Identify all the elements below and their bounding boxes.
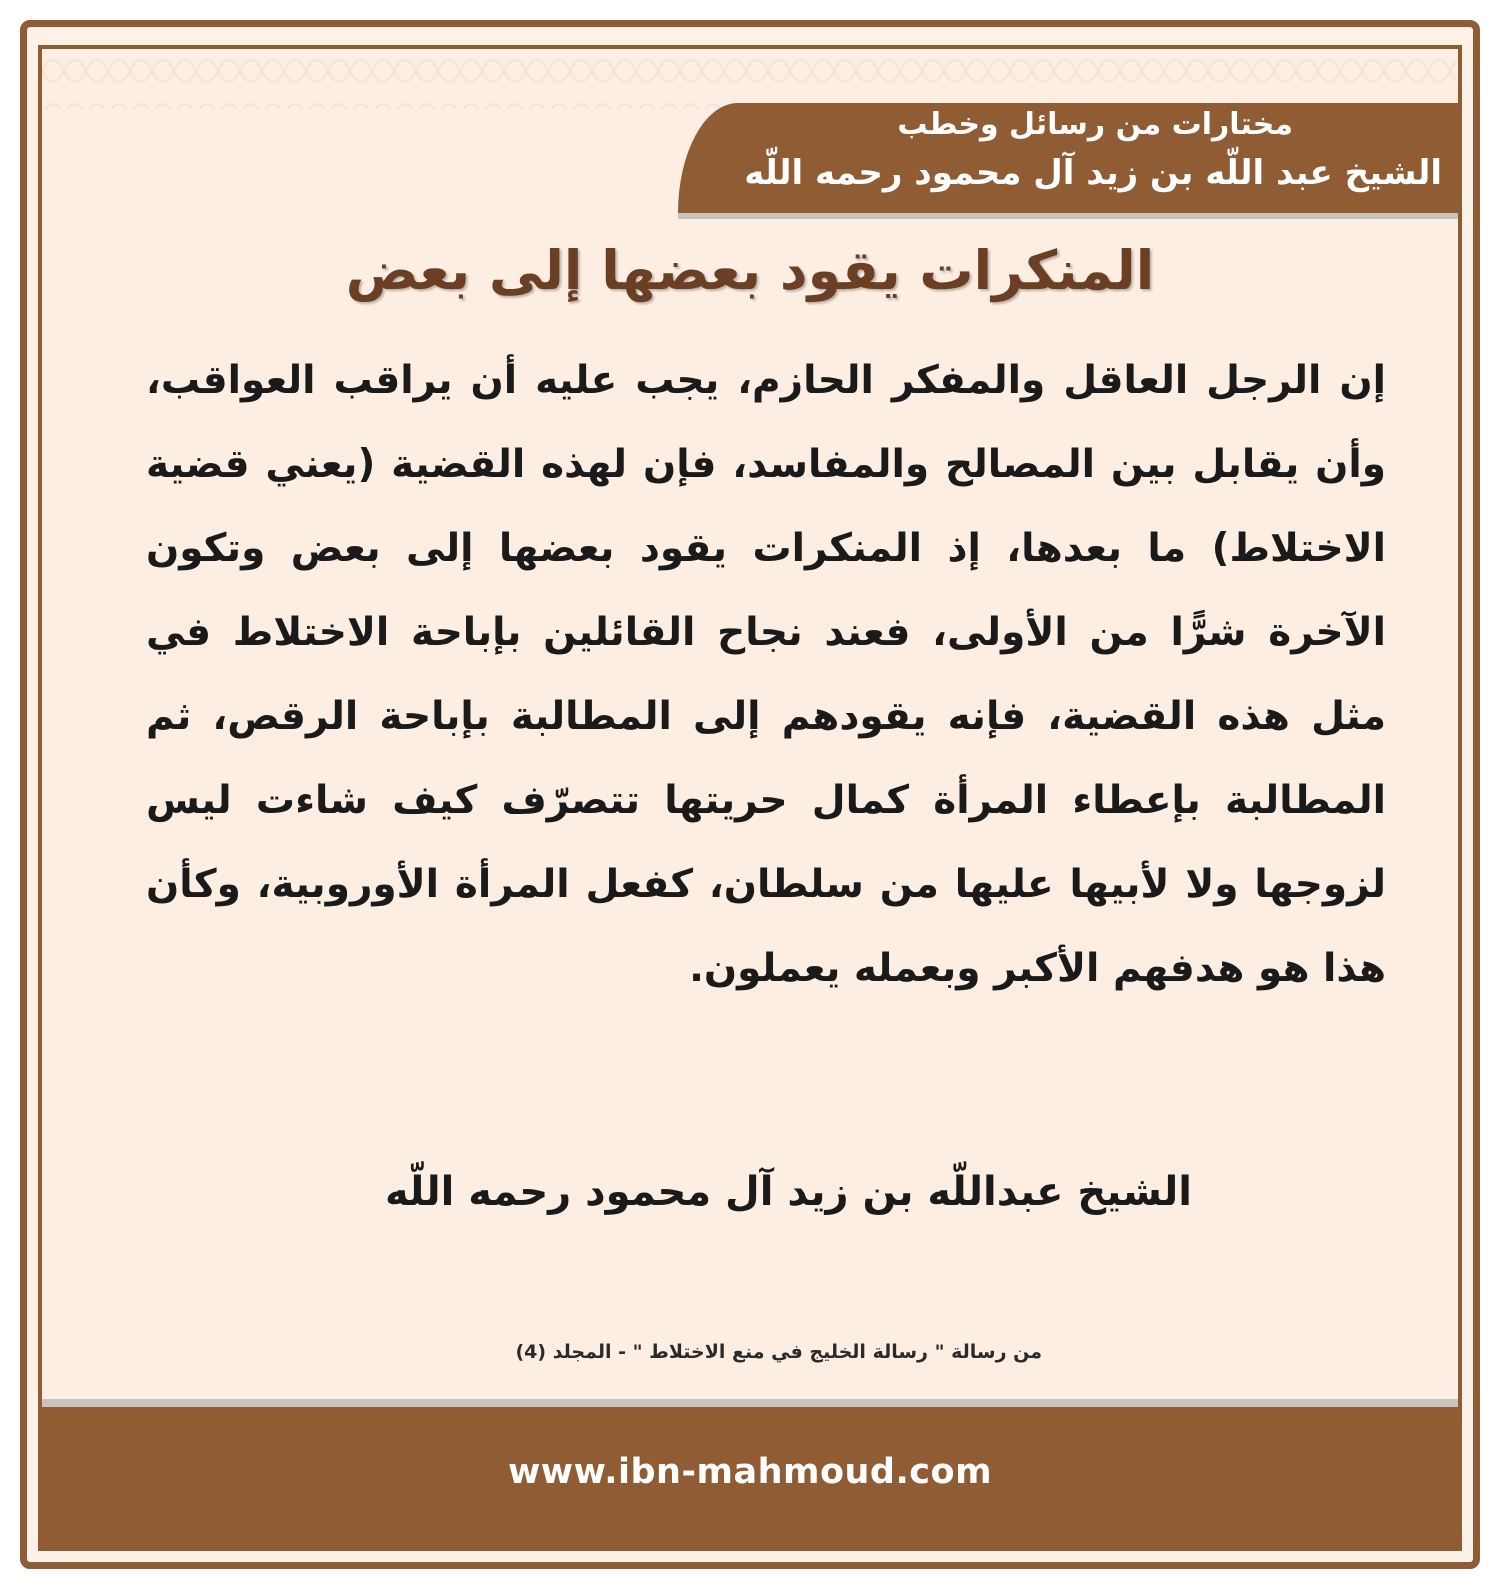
header-banner: [678, 103, 1458, 213]
footer-divider: [42, 1399, 1458, 1407]
page-title: المنكرات يقود بعضها إلى بعض: [345, 239, 1155, 302]
signature: الشيخ عبداللّه بن زيد آل محمود رحمه اللّه: [385, 1169, 1192, 1215]
content-panel: [38, 45, 1462, 1551]
quote-text: إن الرجل العاقل والمفكر الحازم، يجب عليه أن يراقب العواقب، وأن يقابل بين المصالح والمفاسد، فإن لهذه القضية (يعني قضية الاختلاط) ما بعدها، إذ المنكرات يقود بعضها إلى بعض وتكون الآخرة شرًّا من الأولى، فعند نجاح القائلين بإباحة الاختلاط في مثل هذه القضية، فإنه يقودهم إلى المطالبة بإباحة الرقص، ثم المطالبة بإعطاء المرأة كمال حريتها تتصرّف كيف شاءت ليس لزوجها ولا لأبيها عليها من سلطان، كفعل المرأة الأوروبية، وكأن هذا هو هدفهم الأكبر وبعمله يعملون.: [146, 358, 1386, 991]
source-citation: من رسالة " رسالة الخليج في منع الاختلاط " - المجلد (4): [515, 1341, 1042, 1363]
decorative-pattern: [42, 49, 1458, 109]
website-link[interactable]: www.ibn-mahmoud.com: [507, 1452, 993, 1492]
author-name: الشيخ عبد اللّه بن زيد آل محمود رحمه اللّه: [744, 153, 1442, 193]
series-title: مختارات من رسائل وخطب: [897, 107, 1293, 142]
